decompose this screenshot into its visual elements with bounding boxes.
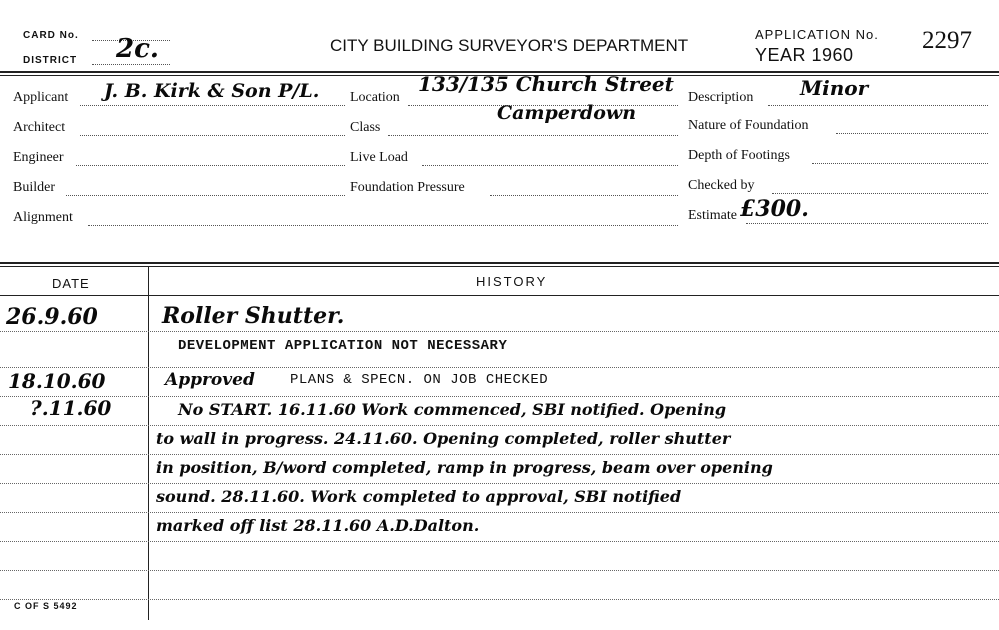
builder-line <box>66 195 345 196</box>
history-stamp: DEVELOPMENT APPLICATION NOT NECESSARY <box>178 338 508 354</box>
ruled-line <box>0 425 999 426</box>
history-header: HISTORY <box>476 274 548 289</box>
history-rule-top-2 <box>0 266 999 267</box>
date-column-divider <box>148 267 149 620</box>
card-no-label: CARD No. <box>23 30 79 41</box>
engineer-line <box>76 165 345 166</box>
year-label: YEAR 1960 <box>755 45 854 65</box>
location-label: Location <box>350 90 400 105</box>
history-stamp: PLANS & SPECN. ON JOB CHECKED <box>290 372 549 388</box>
date-header: DATE <box>52 276 90 291</box>
estimate-value: £300. <box>740 196 809 222</box>
estimate-label: Estimate <box>688 208 737 223</box>
ruled-line <box>0 367 999 368</box>
ruled-line <box>0 541 999 542</box>
nature-of-foundation-label: Nature of Foundation <box>688 118 809 133</box>
application-label: APPLICATION No. <box>755 27 879 42</box>
class-line <box>388 135 678 136</box>
description-label: Description <box>688 90 754 105</box>
checked-by-label: Checked by <box>688 178 755 193</box>
ruled-line <box>0 512 999 513</box>
location-value: 133/135 Church Street <box>418 72 674 96</box>
form-code: C OF S 5492 <box>14 601 78 611</box>
history-date: 26.9.60 <box>6 304 98 330</box>
alignment-label: Alignment <box>13 210 73 225</box>
architect-line <box>80 135 345 136</box>
history-date: 18.10.60 <box>8 369 106 393</box>
application-number: 2297 <box>922 27 972 54</box>
applicant-line <box>80 105 345 106</box>
history-date: ?.11.60 <box>30 396 112 420</box>
history-rule-top <box>0 262 999 264</box>
foundation-pressure-label: Foundation Pressure <box>350 180 465 195</box>
history-entry: Approved <box>165 370 255 390</box>
ruled-line <box>0 570 999 571</box>
ruled-line <box>0 331 999 332</box>
district-line <box>92 64 170 65</box>
description-value: Minor <box>800 76 869 100</box>
district-value: 2c. <box>116 34 159 64</box>
live-load-line <box>422 165 678 166</box>
description-line <box>768 105 988 106</box>
page-title: CITY BUILDING SURVEYOR'S DEPARTMENT <box>330 36 689 55</box>
history-header-rule <box>0 295 999 296</box>
applicant-value: J. B. Kirk & Son P/L. <box>104 80 320 102</box>
history-entry: sound. 28.11.60. Work completed to approval, SBI notified <box>156 487 682 506</box>
district-label: DISTRICT <box>23 55 78 66</box>
checked-by-line <box>772 193 988 194</box>
history-entry: Roller Shutter. <box>162 303 345 329</box>
ruled-line <box>0 454 999 455</box>
history-entry: No START. 16.11.60 Work commenced, SBI notified. Opening <box>178 400 727 419</box>
ruled-line <box>0 396 999 397</box>
ruled-line <box>0 599 999 600</box>
alignment-line <box>88 225 678 226</box>
engineer-label: Engineer <box>13 150 64 165</box>
estimate-line <box>746 223 988 224</box>
applicant-label: Applicant <box>13 90 69 105</box>
architect-label: Architect <box>13 120 66 135</box>
history-entry: marked off list 28.11.60 A.D.Dalton. <box>156 516 480 535</box>
class-value: Camperdown <box>497 102 637 124</box>
history-entry: in position, B/word completed, ramp in progress, beam over opening <box>156 458 773 477</box>
depth-of-footings-line <box>812 163 988 164</box>
depth-of-footings-label: Depth of Footings <box>688 148 790 163</box>
nature-of-foundation-line <box>836 133 988 134</box>
live-load-label: Live Load <box>350 150 408 165</box>
class-label: Class <box>350 120 381 135</box>
history-entry: to wall in progress. 24.11.60. Opening completed, roller shutter <box>156 429 731 448</box>
builder-label: Builder <box>13 180 55 195</box>
foundation-pressure-line <box>490 195 678 196</box>
ruled-line <box>0 483 999 484</box>
